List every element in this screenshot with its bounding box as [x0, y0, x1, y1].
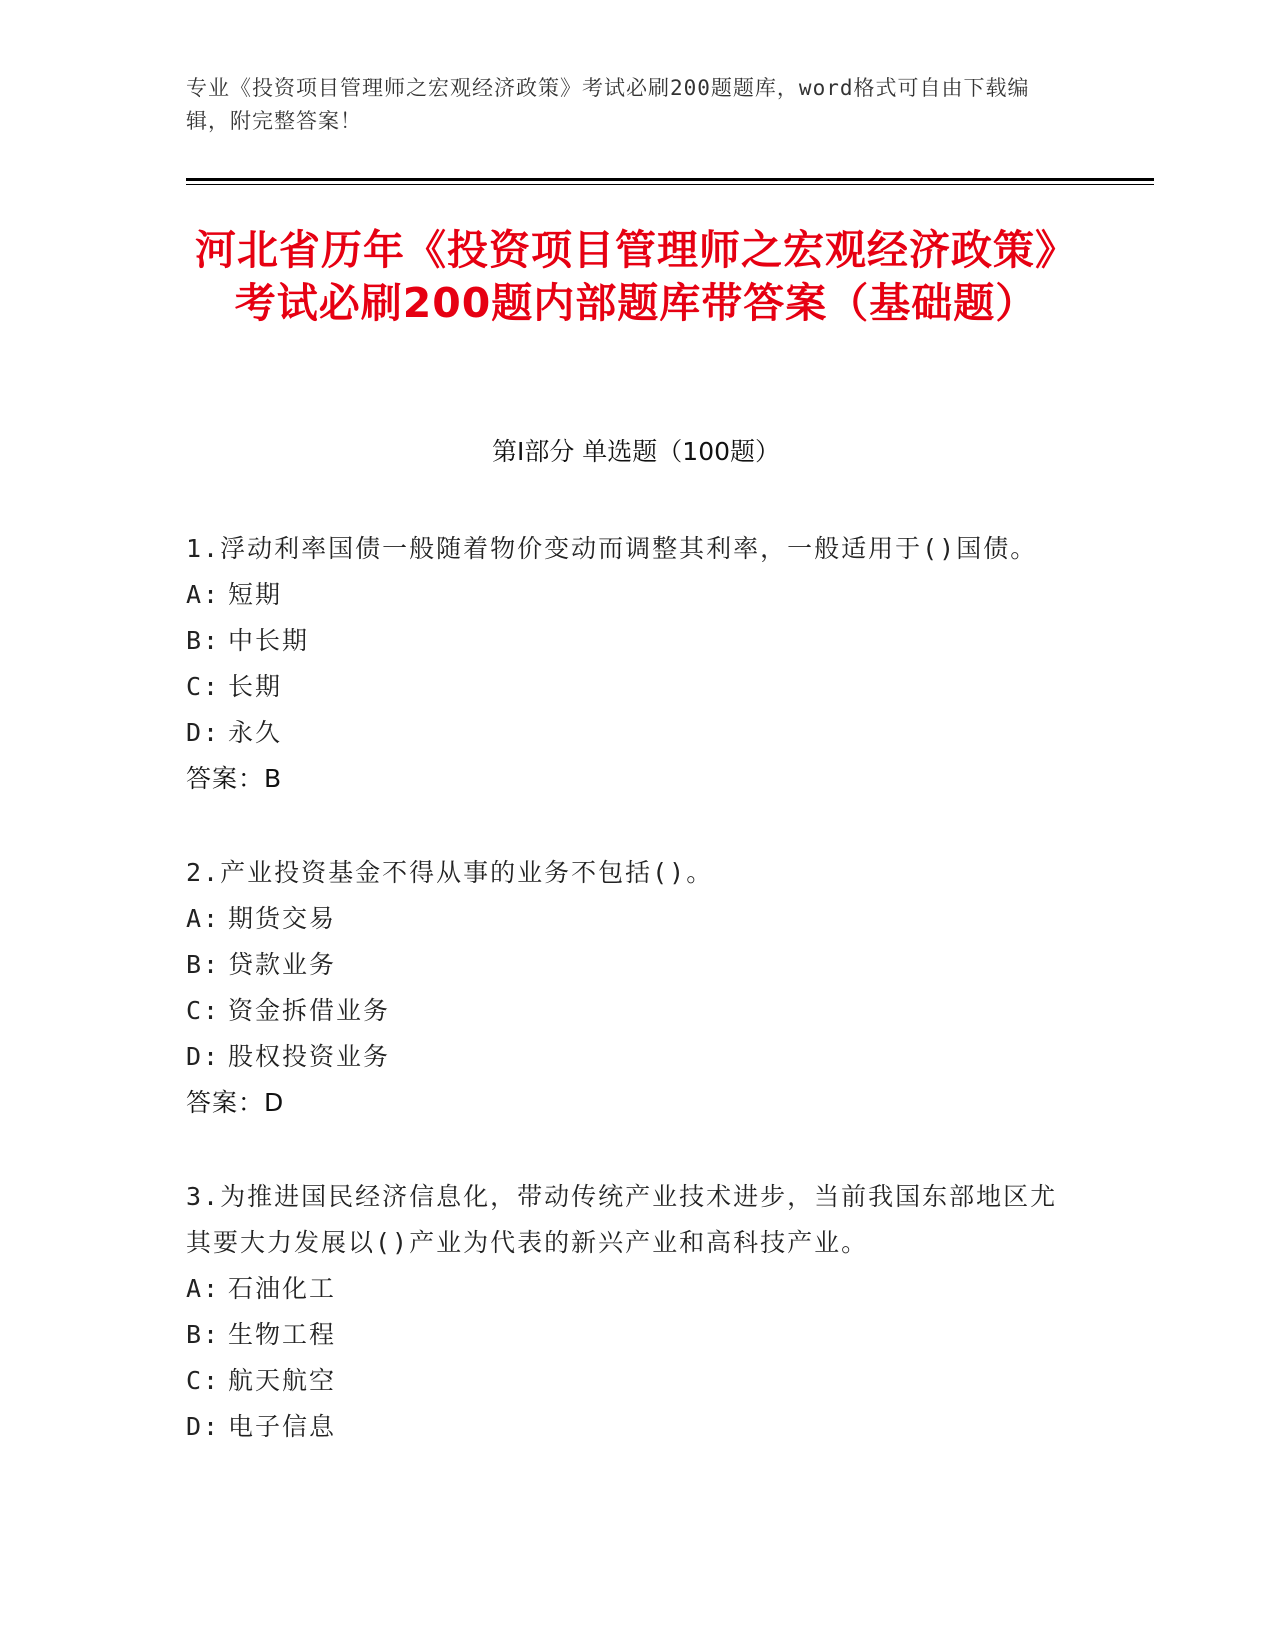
- option-d: [186, 1404, 1066, 1450]
- option-text: 永久: [228, 718, 283, 747]
- question-2: [186, 850, 1066, 1126]
- option-b: [186, 942, 1066, 988]
- option-text: 石油化工: [228, 1274, 337, 1303]
- option-c: [186, 1358, 1066, 1404]
- question-stem: 3.为推进国民经济信息化，带动传统产业技术进步，当前我国东部地区尤其要大力发展以()产业为代表的新兴产业和高科技产业。: [186, 1182, 1058, 1257]
- header-divider-thin: [186, 184, 1154, 185]
- option-a: [186, 1266, 1066, 1312]
- option-key: A:: [186, 904, 221, 933]
- option-text: 短期: [228, 580, 283, 609]
- option-key: A:: [186, 1274, 221, 1303]
- section-title: 第I部分 单选题（100题）: [491, 437, 781, 466]
- question-3: [186, 1174, 1066, 1450]
- option-text: 航天航空: [228, 1366, 337, 1395]
- option-key: C:: [186, 996, 221, 1025]
- option-d: [186, 710, 1066, 756]
- option-text: 长期: [228, 672, 283, 701]
- option-d: [186, 1034, 1066, 1080]
- question-stem: 1.浮动利率国债一般随着物价变动而调整其利率，一般适用于()国债。: [186, 534, 1038, 563]
- option-key: B:: [186, 1320, 221, 1349]
- option-b: [186, 1312, 1066, 1358]
- answer-label: 答案：D: [186, 1088, 285, 1117]
- option-text: 中长期: [228, 626, 310, 655]
- header-divider-thick: [186, 178, 1154, 181]
- option-text: 电子信息: [228, 1412, 337, 1441]
- option-key: C:: [186, 1366, 221, 1395]
- answer-label: 答案：B: [186, 764, 283, 793]
- option-text: 期货交易: [228, 904, 337, 933]
- option-text: 资金拆借业务: [228, 996, 391, 1025]
- option-a: [186, 896, 1066, 942]
- option-text: 贷款业务: [228, 950, 337, 979]
- option-key: C:: [186, 672, 221, 701]
- question-1: [186, 526, 1066, 802]
- option-key: D:: [186, 1042, 221, 1071]
- option-c: [186, 664, 1066, 710]
- question-list: [186, 526, 1066, 1498]
- option-key: D:: [186, 1412, 221, 1441]
- option-text: 股权投资业务: [228, 1042, 391, 1071]
- option-c: [186, 988, 1066, 1034]
- option-text: 生物工程: [228, 1320, 337, 1349]
- option-key: B:: [186, 950, 221, 979]
- option-b: [186, 618, 1066, 664]
- option-key: B:: [186, 626, 221, 655]
- document-title: 河北省历年《投资项目管理师之宏观经济政策》考试必刷200题内部题库带答案（基础题）: [195, 226, 1077, 327]
- option-a: [186, 572, 1066, 618]
- option-key: D:: [186, 718, 221, 747]
- option-key: A:: [186, 580, 221, 609]
- question-stem: 2.产业投资基金不得从事的业务不包括()。: [186, 858, 714, 887]
- header-note: 专业《投资项目管理师之宏观经济政策》考试必刷200题题库，word格式可自由下载编辑，附完整答案！: [186, 76, 1030, 133]
